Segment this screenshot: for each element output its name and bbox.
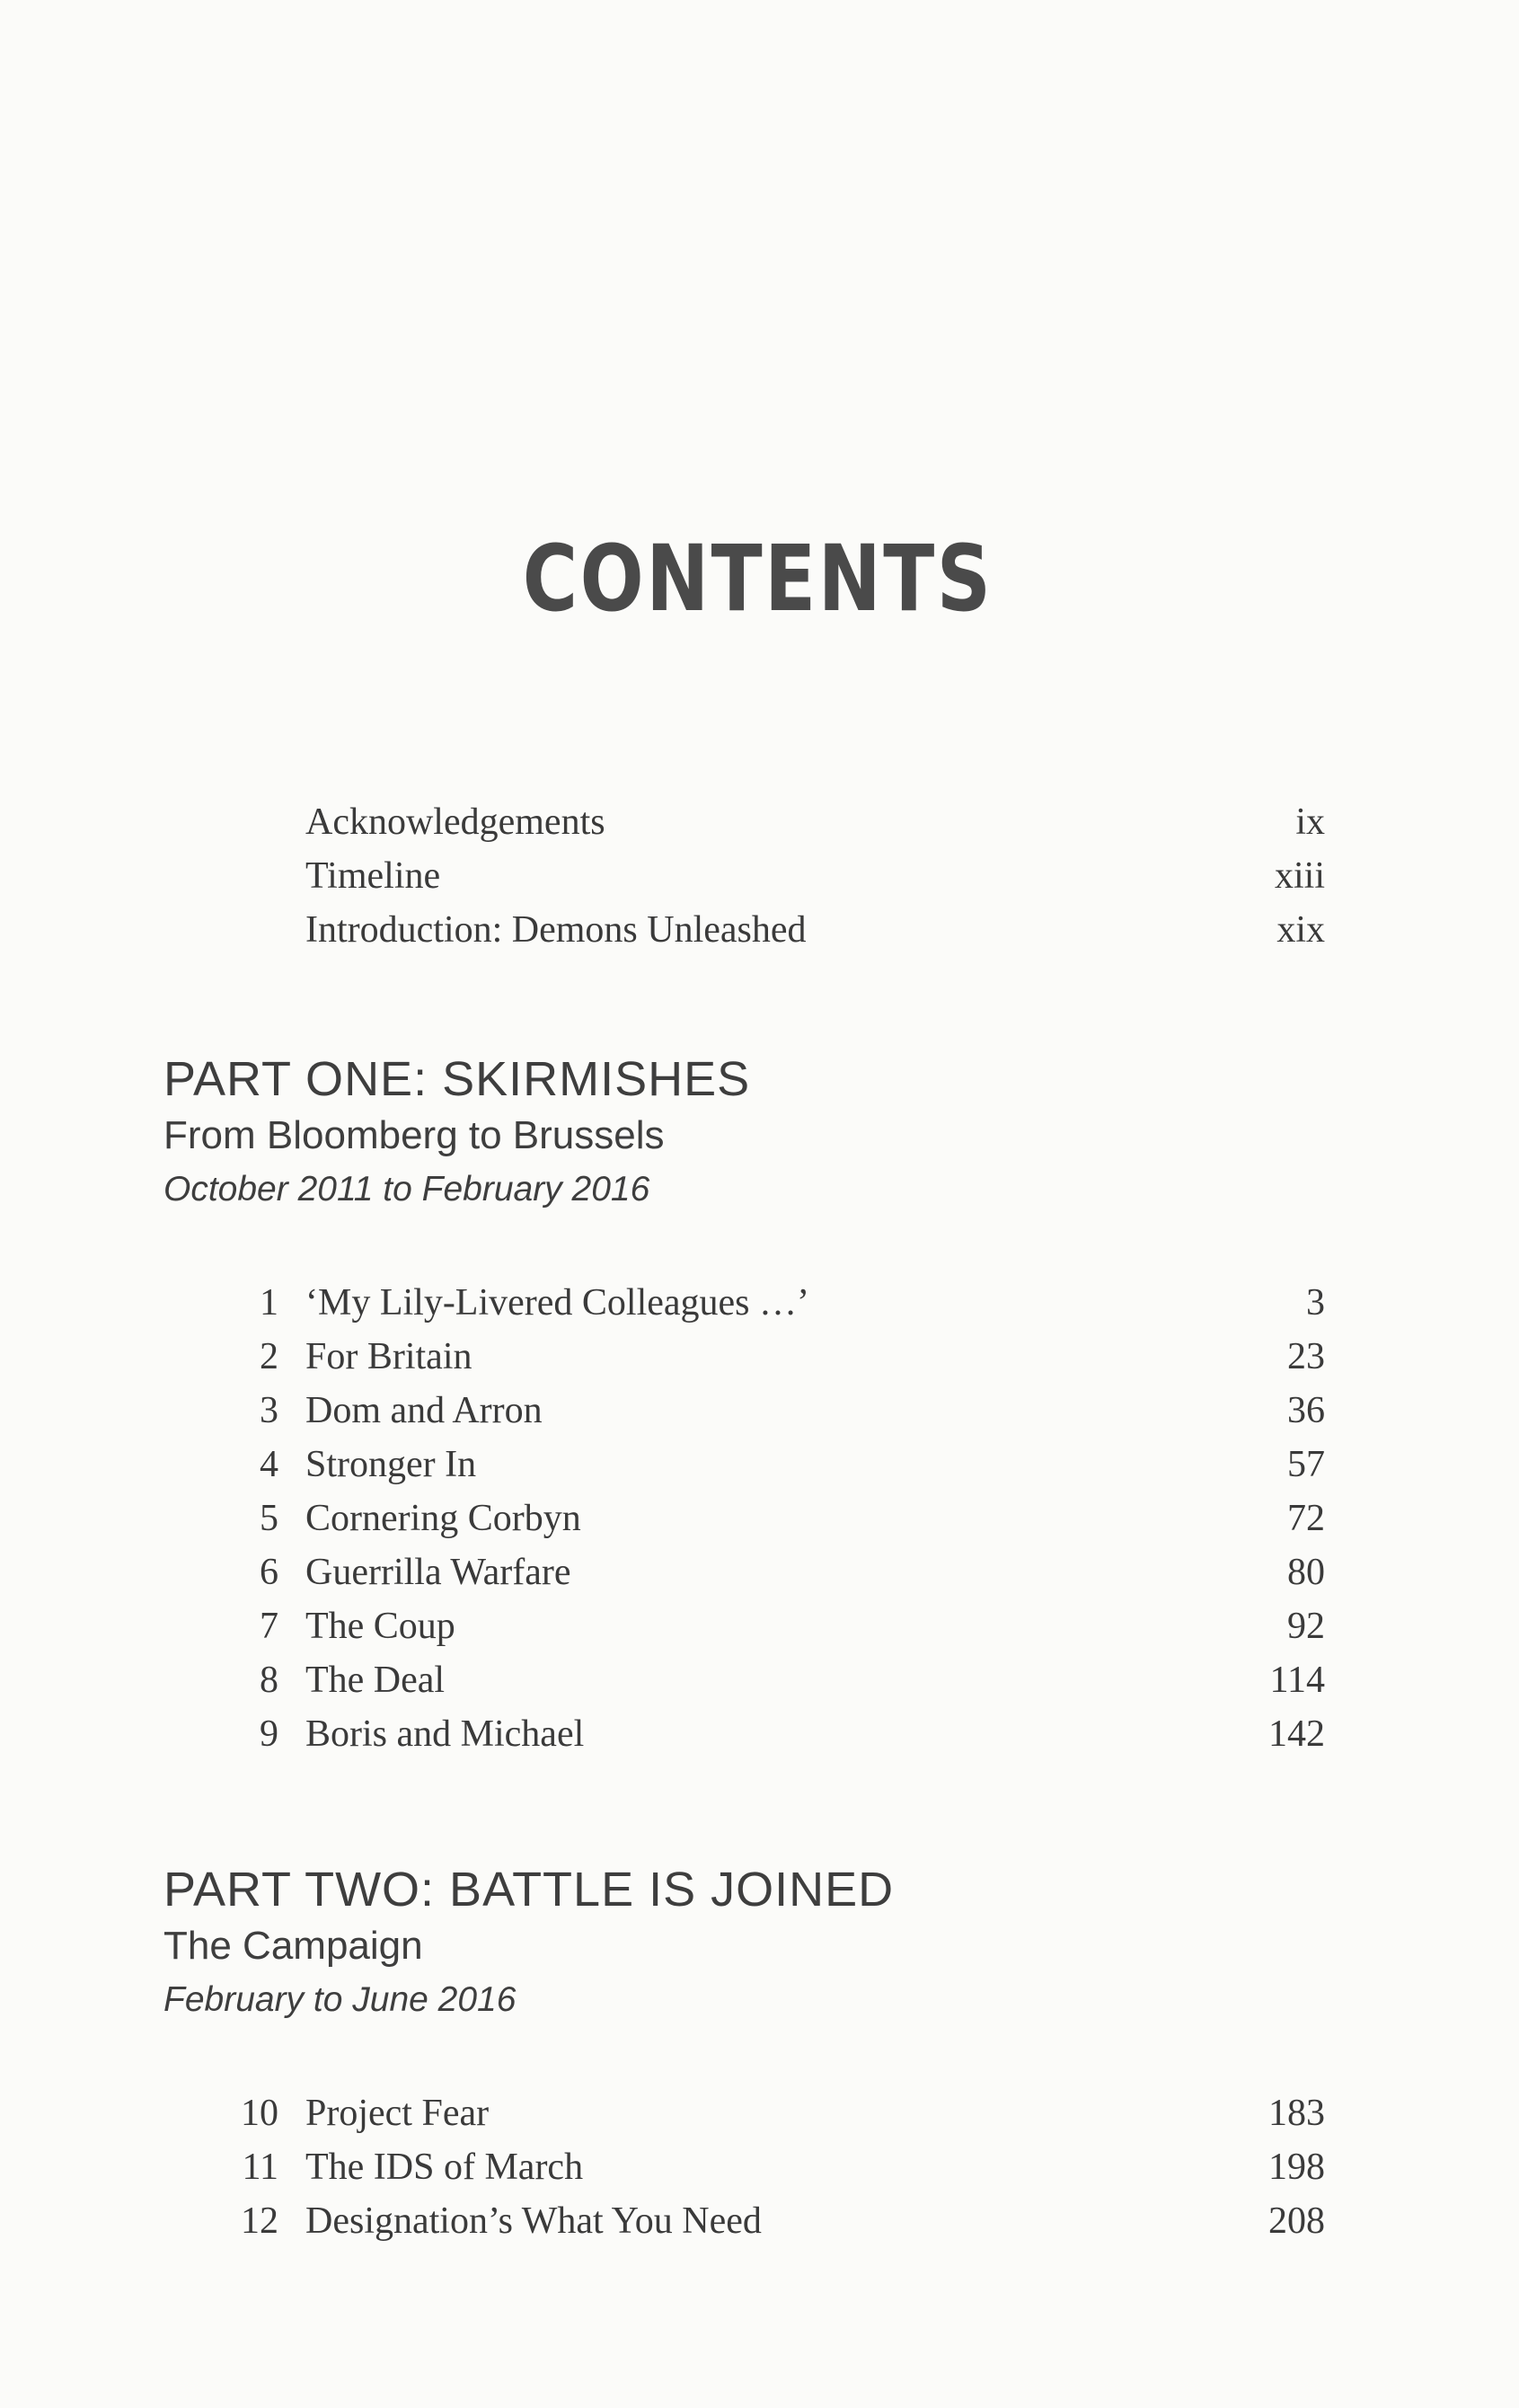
chapter-row bbox=[234, 1653, 1325, 1707]
part-dates: October 2011 to February 2016 bbox=[163, 1170, 650, 1208]
part-heading: PART ONE: SKIRMISHES bbox=[163, 1052, 751, 1106]
page-title: CONTENTS bbox=[522, 526, 994, 633]
chapter-row bbox=[234, 2194, 1325, 2248]
chapter-row bbox=[234, 1599, 1325, 1653]
chapter-title: ‘My Lily-Livered Colleagues …’ bbox=[305, 1282, 810, 1324]
toc-entry-timeline bbox=[234, 849, 1325, 903]
chapter-row bbox=[234, 1492, 1325, 1545]
chapter-title: Designation’s What You Need bbox=[305, 2200, 762, 2242]
part-subtitle: From Bloomberg to Brussels bbox=[163, 1113, 665, 1157]
toc-entry-acknowledgements bbox=[234, 795, 1325, 849]
chapter-number: 3 bbox=[260, 1390, 278, 1431]
toc-entry-page: xiii bbox=[1274, 855, 1325, 897]
chapter-page: 114 bbox=[1269, 1660, 1325, 1701]
part-one-header bbox=[163, 1049, 750, 1217]
chapter-page: 80 bbox=[1287, 1552, 1325, 1593]
chapter-row bbox=[234, 2140, 1325, 2194]
chapter-title: For Britain bbox=[305, 1336, 472, 1377]
toc-entry-title: Timeline bbox=[305, 855, 441, 897]
chapter-row bbox=[234, 1438, 1325, 1492]
chapter-title: The Deal bbox=[305, 1660, 446, 1701]
chapter-number: 12 bbox=[241, 2200, 278, 2242]
chapter-row bbox=[234, 1276, 1325, 1330]
chapter-title: The Coup bbox=[305, 1606, 455, 1647]
chapter-row bbox=[234, 1384, 1325, 1438]
chapter-title: Guerrilla Warfare bbox=[305, 1552, 571, 1593]
chapter-title: Stronger In bbox=[305, 1444, 477, 1485]
chapter-row bbox=[234, 2086, 1325, 2140]
chapter-number: 6 bbox=[260, 1552, 278, 1593]
chapter-title: The IDS of March bbox=[305, 2147, 584, 2188]
chapter-title: Cornering Corbyn bbox=[305, 1498, 581, 1539]
chapter-page: 208 bbox=[1268, 2200, 1325, 2242]
chapter-number: 11 bbox=[242, 2147, 278, 2188]
toc-entry-title: Acknowledgements bbox=[305, 801, 605, 843]
chapter-row bbox=[234, 1545, 1325, 1599]
chapter-number: 9 bbox=[260, 1713, 278, 1755]
chapter-number: 7 bbox=[260, 1606, 278, 1647]
chapter-page: 57 bbox=[1287, 1444, 1325, 1485]
chapter-number: 1 bbox=[260, 1282, 278, 1324]
chapter-number: 4 bbox=[260, 1444, 278, 1485]
part-two-header bbox=[163, 1860, 894, 2027]
chapter-page: 72 bbox=[1287, 1498, 1325, 1539]
chapter-page: 92 bbox=[1287, 1606, 1325, 1647]
chapter-page: 142 bbox=[1268, 1713, 1325, 1755]
toc-entry-title: Introduction: Demons Unleashed bbox=[305, 909, 807, 951]
part-dates: February to June 2016 bbox=[163, 1980, 517, 2019]
chapter-number: 5 bbox=[260, 1498, 278, 1539]
chapter-row bbox=[234, 1330, 1325, 1384]
part-subtitle: The Campaign bbox=[163, 1924, 423, 1968]
part-heading: PART TWO: BATTLE IS JOINED bbox=[163, 1863, 895, 1917]
chapter-page: 36 bbox=[1287, 1390, 1325, 1431]
chapter-number: 10 bbox=[241, 2093, 278, 2134]
chapter-page: 3 bbox=[1306, 1282, 1325, 1324]
chapter-page: 183 bbox=[1268, 2093, 1325, 2134]
toc-entry-page: ix bbox=[1295, 801, 1325, 843]
chapter-number: 8 bbox=[260, 1660, 278, 1701]
chapter-title: Dom and Arron bbox=[305, 1390, 543, 1431]
toc-entry-page: xix bbox=[1276, 909, 1325, 951]
toc-entry-introduction bbox=[234, 903, 1325, 957]
chapter-page: 198 bbox=[1268, 2147, 1325, 2188]
chapter-title: Project Fear bbox=[305, 2093, 490, 2134]
chapter-row bbox=[234, 1707, 1325, 1761]
chapter-page: 23 bbox=[1287, 1336, 1325, 1377]
chapter-number: 2 bbox=[260, 1336, 278, 1377]
chapter-title: Boris and Michael bbox=[305, 1713, 585, 1755]
